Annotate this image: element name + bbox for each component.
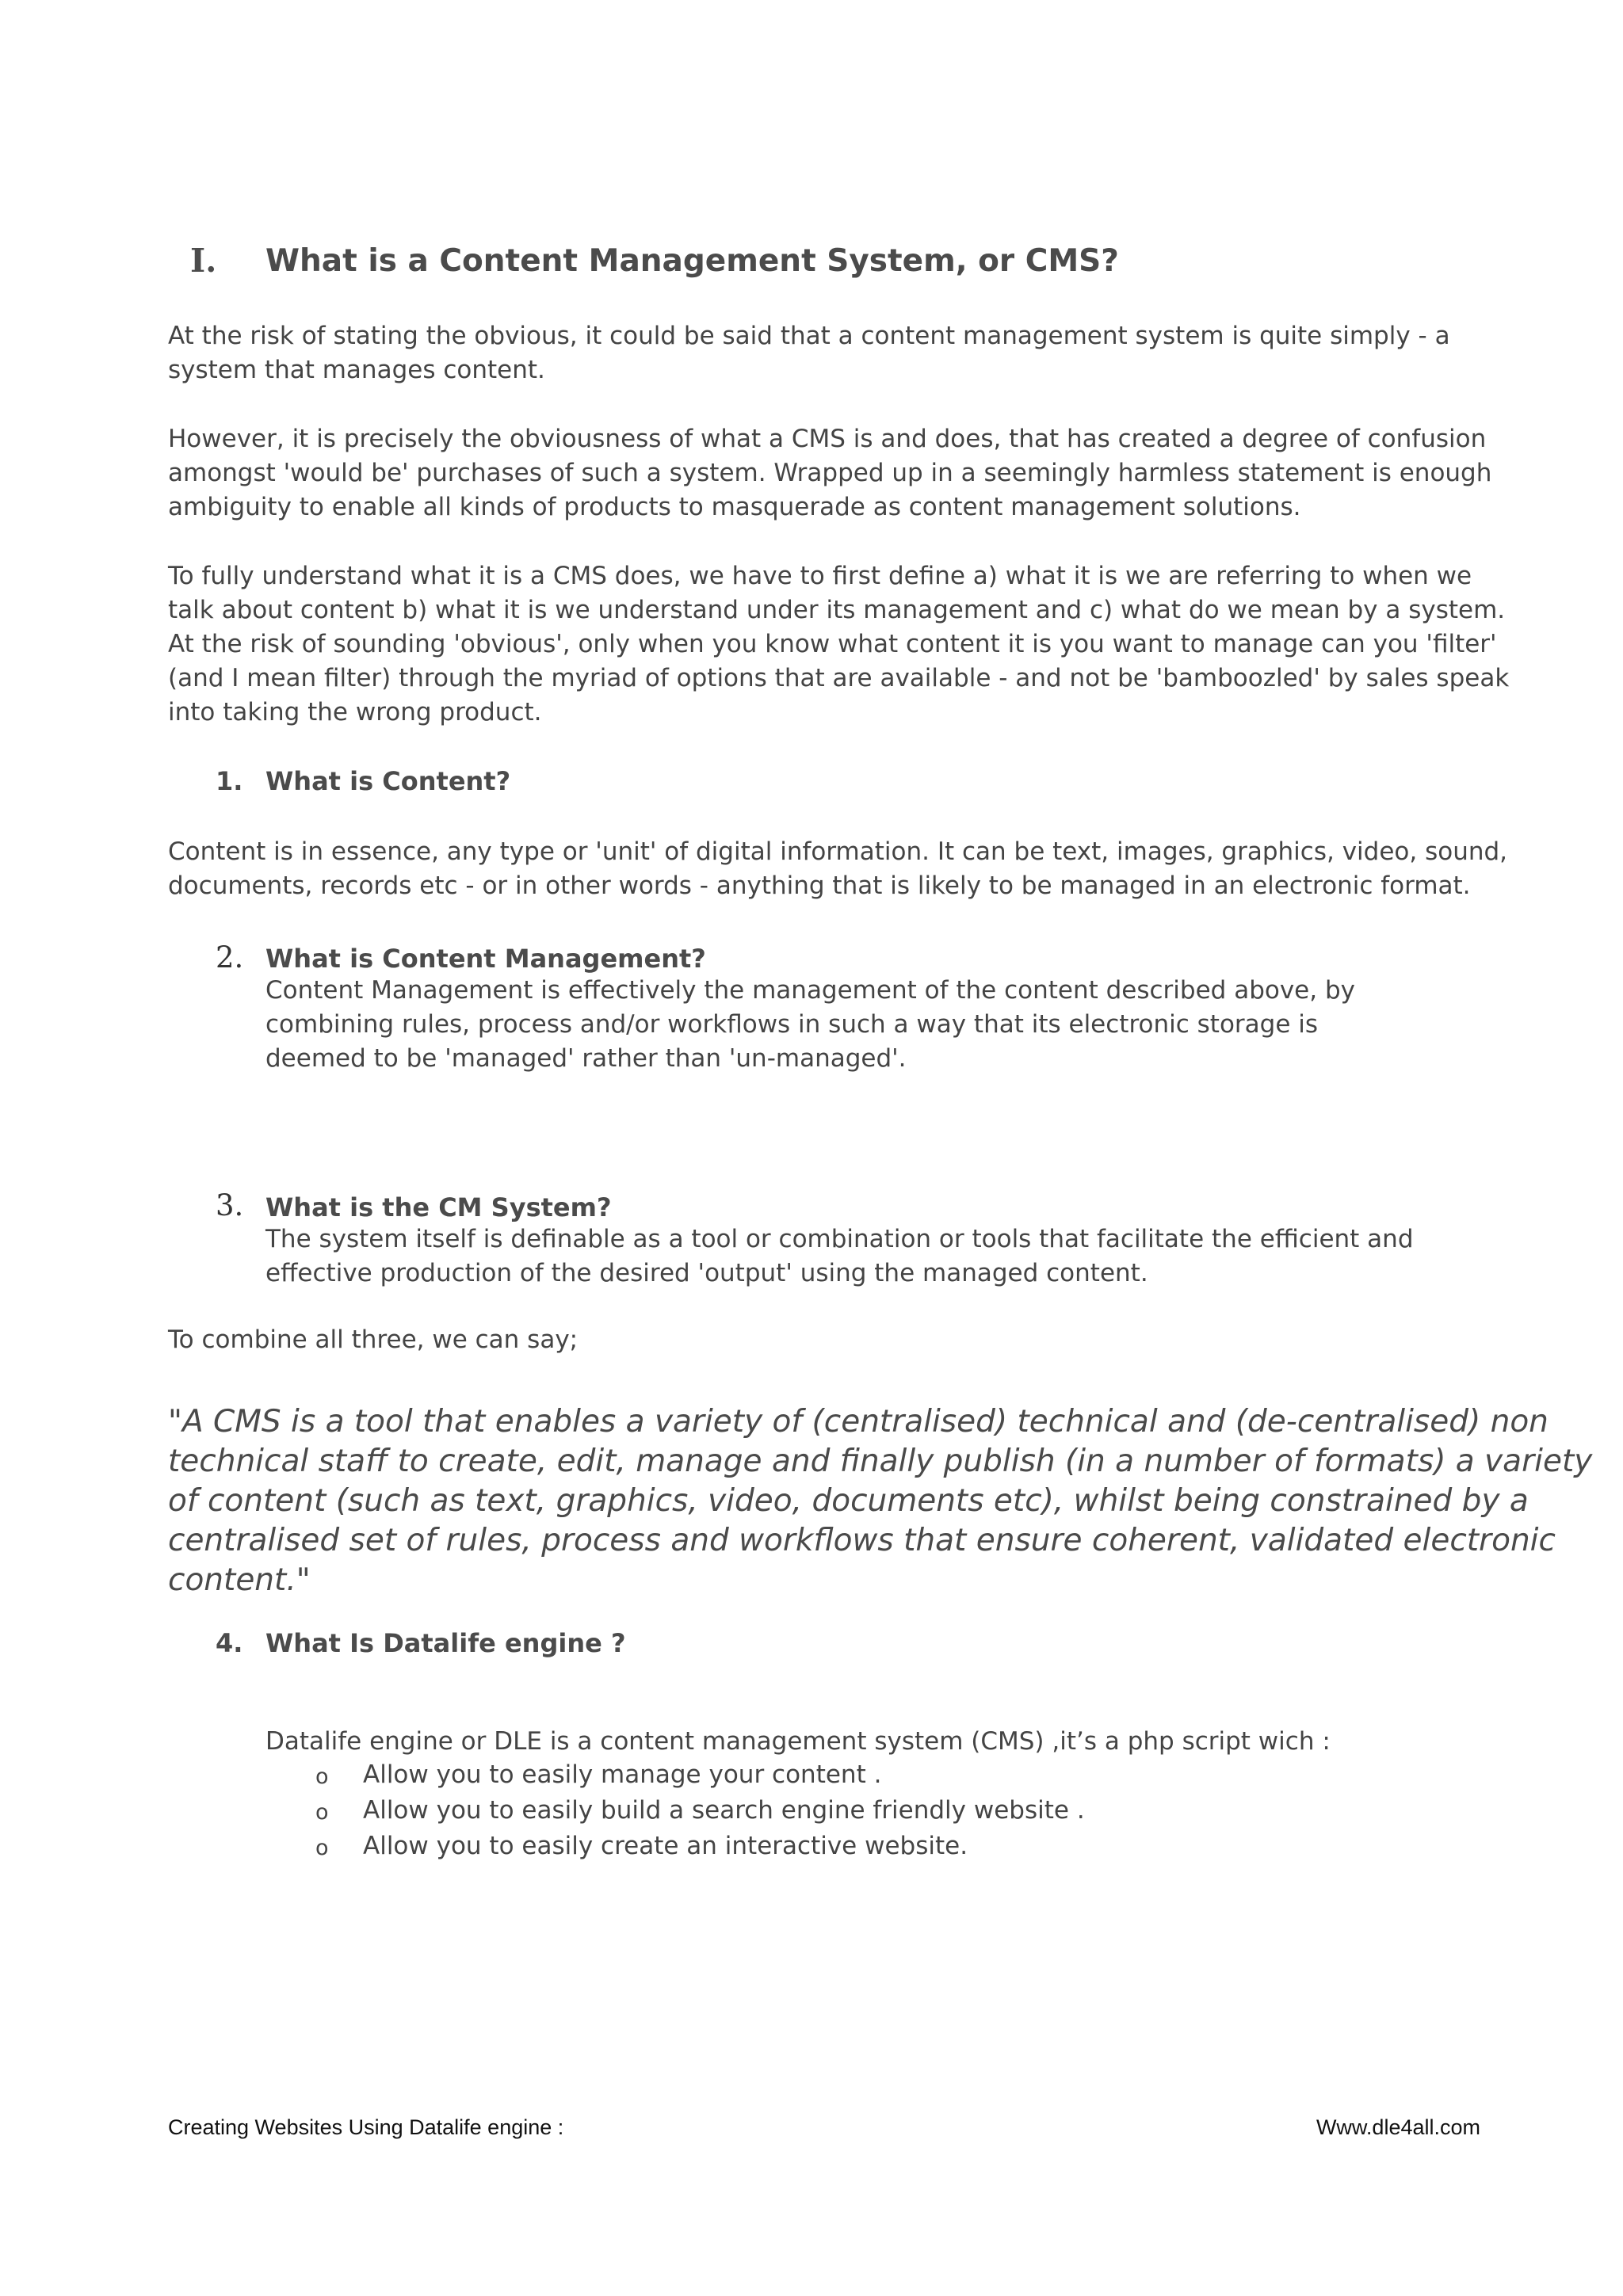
paragraph-line: deemed to be 'managed' rather than 'un-managed'. bbox=[265, 1044, 907, 1073]
bullet-item: Allow you to easily create an interactive website. bbox=[363, 1832, 968, 1860]
item-4-body bbox=[265, 1725, 1331, 1759]
item-1-number: 1. bbox=[216, 766, 243, 796]
paragraph-line: effective production of the desired 'output' using the managed content. bbox=[265, 1259, 1148, 1287]
paragraph-line: (and I mean filter) through the myriad of options that are available - and not be 'bamboozled' by sales speak bbox=[168, 664, 1510, 692]
item-3-body bbox=[265, 1222, 1414, 1291]
bullet-marker: o bbox=[315, 1800, 329, 1825]
quote-line: centralised set of rules, process and workflows that ensure coherent, validated electronic bbox=[168, 1523, 1556, 1558]
paragraph-line: Content Management is effectively the management of the content described above, by bbox=[265, 976, 1355, 1005]
paragraph-line: The system itself is definable as a tool or combination or tools that facilitate the efficient and bbox=[265, 1225, 1414, 1253]
bullet-marker: o bbox=[315, 1836, 329, 1860]
item-2-number: 2. bbox=[216, 940, 244, 974]
section-title: What is a Content Management System, or CMS? bbox=[265, 243, 1119, 279]
quote-line: technical staff to create, edit, manage and finally publish (in a number of formats) a variety bbox=[168, 1444, 1593, 1479]
intro-paragraph-1 bbox=[168, 319, 1450, 387]
paragraph-line: To fully understand what it is a CMS does, we have to first define a) what it is we are referring to when we bbox=[168, 562, 1472, 590]
item-4-title: What Is Datalife engine ? bbox=[265, 1628, 626, 1658]
cms-definition-quote bbox=[168, 1402, 1592, 1600]
item-1-title: What is Content? bbox=[265, 766, 511, 796]
quote-line: "A CMS is a tool that enables a variety of (centralised) technical and (de-centralised) non bbox=[168, 1404, 1549, 1440]
paragraph-line: into taking the wrong product. bbox=[168, 698, 542, 727]
paragraph-line: combining rules, process and/or workflows in such a way that its electronic storage is bbox=[265, 1010, 1319, 1039]
paragraph-line: ambiguity to enable all kinds of products to masquerade as content management solutions. bbox=[168, 493, 1301, 521]
item-3-number: 3. bbox=[216, 1188, 244, 1222]
paragraph-line: Content is in essence, any type or 'unit' of digital information. It can be text, images, graphics, video, sound, bbox=[168, 837, 1508, 866]
paragraph-line: At the risk of sounding 'obvious', only when you know what content it is you want to manage can you 'filter' bbox=[168, 630, 1497, 658]
bullet-marker: o bbox=[315, 1764, 329, 1789]
paragraph-line: talk about content b) what it is we understand under its management and c) what do we mean by a system. bbox=[168, 596, 1506, 624]
paragraph-line: system that manages content. bbox=[168, 356, 545, 384]
bullet-item: Allow you to easily manage your content . bbox=[363, 1760, 882, 1789]
footer-title: Creating Websites Using Datalife engine : bbox=[168, 2115, 564, 2139]
paragraph-line: documents, records etc - or in other words - anything that is likely to be managed in an electronic format. bbox=[168, 871, 1471, 900]
combine-text bbox=[168, 1323, 578, 1357]
paragraph-line: To combine all three, we can say; bbox=[168, 1325, 579, 1354]
item-3-title: What is the CM System? bbox=[265, 1192, 612, 1222]
footer-website: Www.dle4all.com bbox=[1316, 2115, 1480, 2139]
intro-paragraph-3 bbox=[168, 559, 1509, 730]
item-4-number: 4. bbox=[216, 1628, 243, 1658]
intro-paragraph-2 bbox=[168, 422, 1491, 524]
bullet-item: Allow you to easily build a search engine friendly website . bbox=[363, 1796, 1085, 1825]
paragraph-line: amongst 'would be' purchases of such a system. Wrapped up in a seemingly harmless statement is enough bbox=[168, 459, 1492, 487]
paragraph-line: However, it is precisely the obviousness of what a CMS is and does, that has created a degree of confusion bbox=[168, 425, 1487, 453]
item-2-body bbox=[265, 974, 1355, 1076]
paragraph-line: Datalife engine or DLE is a content management system (CMS) ,it’s a php script wich : bbox=[265, 1727, 1331, 1756]
paragraph-line: At the risk of stating the obvious, it could be said that a content management system is quite simply - a bbox=[168, 322, 1450, 350]
item-2-title: What is Content Management? bbox=[265, 944, 706, 974]
item-1-body bbox=[168, 835, 1507, 903]
quote-line: content." bbox=[168, 1562, 311, 1598]
section-number: I. bbox=[190, 242, 217, 280]
quote-line: of content (such as text, graphics, video, documents etc), whilst being constrained by a bbox=[168, 1483, 1529, 1519]
